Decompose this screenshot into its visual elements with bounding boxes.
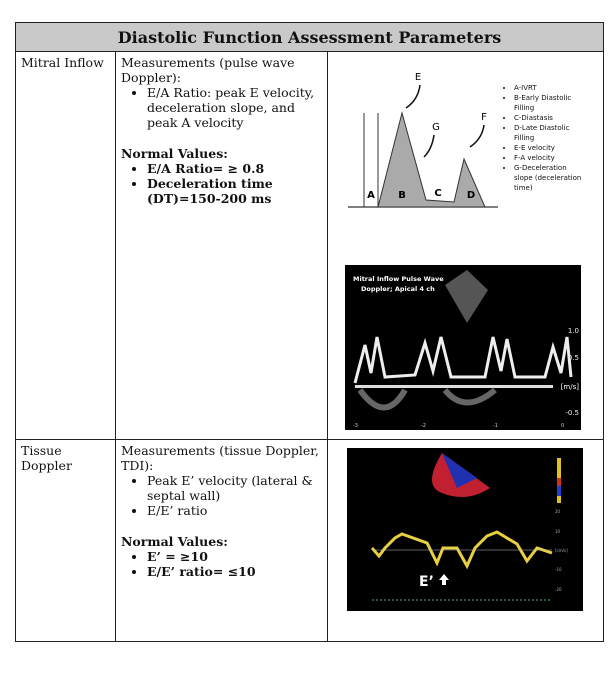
diagram-legend xyxy=(505,83,585,193)
e-prime-label: E’ xyxy=(419,574,434,590)
label-f: F xyxy=(481,112,487,123)
tick: 1.0 xyxy=(567,327,579,335)
label-e: E xyxy=(414,72,422,83)
assessment-table xyxy=(15,22,604,642)
legend-item: • A-IVRT xyxy=(514,83,585,93)
tick: [m/s] xyxy=(560,383,579,391)
legend-item: • D-Late Diastolic Filling xyxy=(514,123,585,143)
measurement-item: • E/E’ ratio xyxy=(147,503,322,518)
tick: -20 xyxy=(555,587,562,592)
legend-item: • E-E velocity xyxy=(514,143,585,153)
label-d: D xyxy=(466,190,476,201)
tdi-trace xyxy=(372,532,552,566)
tick: -0.5 xyxy=(565,409,579,417)
normal-item: • E’ = ≥10 xyxy=(147,549,322,564)
legend-item: • C-Diastasis xyxy=(514,113,585,123)
doppler-trace xyxy=(355,337,571,383)
table-row-mitral xyxy=(16,52,604,440)
tick: 10 xyxy=(555,529,561,534)
tick: -10 xyxy=(555,567,562,572)
label-a: A xyxy=(367,190,375,201)
row-label: Tissue Doppler xyxy=(16,440,116,642)
measurement-item: • Peak E’ velocity (lateral & septal wall) xyxy=(147,473,322,503)
mitral-doppler-image xyxy=(345,265,581,430)
caption: Doppler; Apical 4 ch xyxy=(361,285,435,293)
label-g: G xyxy=(432,122,440,133)
normal-heading: Normal Values: xyxy=(121,534,228,549)
mitral-diagram xyxy=(333,55,598,245)
tick: -2 xyxy=(421,423,426,429)
tick: 0.5 xyxy=(567,354,579,362)
table-title: Diastolic Function Assessment Parameters xyxy=(16,23,604,52)
normal-item: • Deceleration time (DT)=150-200 ms xyxy=(147,176,322,206)
tick: -3 xyxy=(353,423,358,429)
measurements-heading: Measurements (tissue Doppler, TDI): xyxy=(121,443,319,473)
arrow-f-icon xyxy=(470,125,484,147)
row-label: Mitral Inflow xyxy=(16,52,116,440)
label-c: C xyxy=(434,188,442,199)
tick: -1 xyxy=(493,423,498,429)
caption: Mitral Inflow Pulse Wave xyxy=(353,275,444,283)
measurement-item: • E/A Ratio: peak E velocity, deceleration slope, and peak A velocity xyxy=(147,85,322,130)
label-b: B xyxy=(398,190,406,201)
arrow-up-icon xyxy=(439,574,449,585)
arrow-e-icon xyxy=(406,85,420,108)
tick: 0 xyxy=(561,423,565,429)
table-row-tissue xyxy=(16,440,604,642)
arrow-g-icon xyxy=(424,135,434,157)
normal-item: • E/A Ratio= ≥ 0.8 xyxy=(147,161,322,176)
legend-item: • B-Early Diastolic Filling xyxy=(514,93,585,113)
normal-item: • E/E’ ratio= ≤10 xyxy=(147,564,322,579)
tissue-doppler-image xyxy=(347,448,583,611)
tick: [cm/s] xyxy=(555,548,568,553)
waveform-diagram xyxy=(338,55,508,245)
legend-item: • F-A velocity xyxy=(514,153,585,163)
tick: 20 xyxy=(555,509,561,514)
normal-heading: Normal Values: xyxy=(121,146,228,161)
measurements-heading: Measurements (pulse wave Doppler): xyxy=(121,55,295,85)
legend-item: • G-Deceleration slope (deceleration time) xyxy=(514,163,585,193)
